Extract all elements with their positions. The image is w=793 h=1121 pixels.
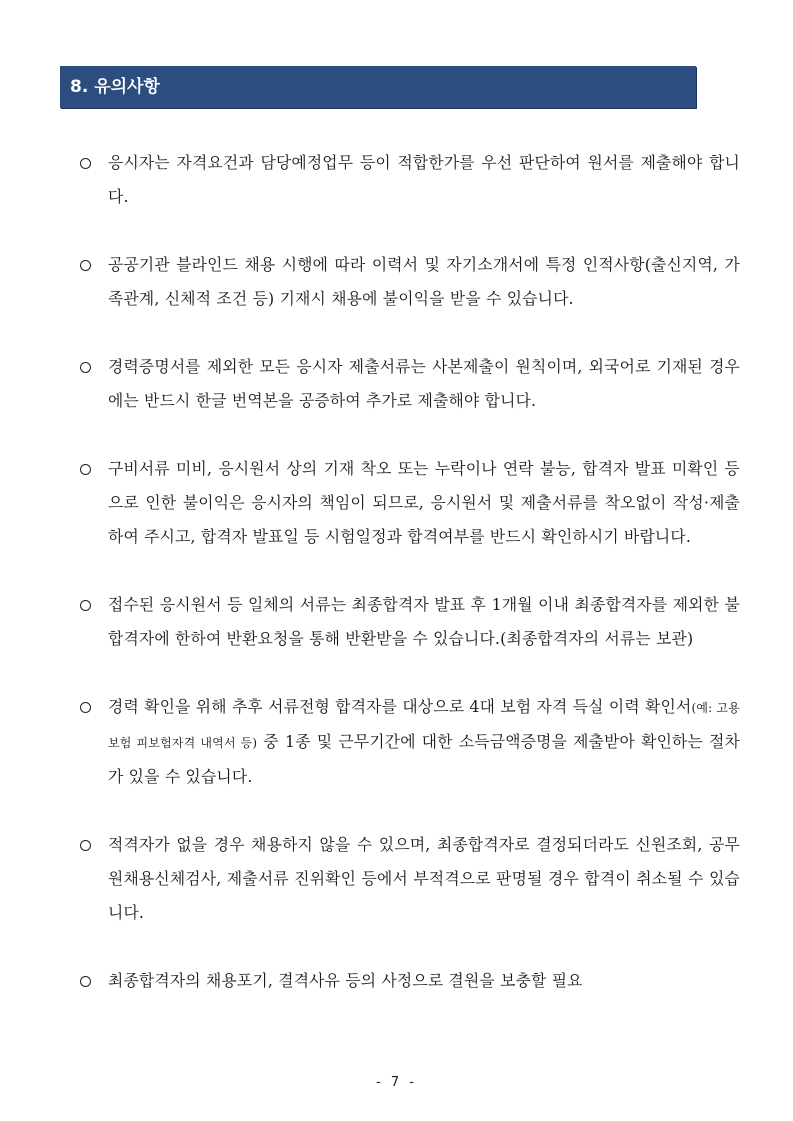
circle-bullet-icon bbox=[80, 158, 91, 169]
item-text bbox=[108, 690, 740, 794]
list-item bbox=[78, 828, 740, 930]
list-item bbox=[78, 964, 740, 998]
circle-bullet-icon bbox=[80, 600, 91, 611]
page-number: - 7 - bbox=[376, 1075, 417, 1090]
circle-bullet-icon bbox=[80, 976, 91, 987]
circle-bullet-icon bbox=[80, 362, 91, 373]
item-text-example: (예: 고용보험 피보험자격 내역서 등) bbox=[108, 701, 740, 750]
list-item bbox=[78, 690, 740, 794]
item-text: 적격자가 없을 경우 채용하지 않을 수 있으며, 최종합격자로 결정되더라도 신원조회, 공무원채용신체검사, 제출서류 진위확인 등에서 부적격으로 판명될 경우 합격이 취소될 수 있습니다. bbox=[108, 835, 740, 922]
list-item bbox=[78, 350, 740, 418]
list-item bbox=[78, 146, 740, 214]
item-text: 공공기관 블라인드 채용 시행에 따라 이력서 및 자기소개서에 특정 인적사항(출신지역, 가족관계, 신체적 조건 등) 기재시 채용에 불이익을 받을 수 있습니다. bbox=[108, 255, 740, 308]
section-title: 8. 유의사항 bbox=[60, 66, 696, 108]
item-text: 응시자는 자격요건과 담당예정업무 등이 적합한가를 우선 판단하여 원서를 제출해야 합니다. bbox=[108, 153, 740, 206]
item-text: 구비서류 미비, 응시원서 상의 기재 착오 또는 누락이나 연락 불능, 합격자 발표 미확인 등으로 인한 불이익은 응시자의 책임이 되므로, 응시원서 및 제출서류를 착오없이 작성·제출하여 주시고, 합격자 발표일 등 시험일정과 합격여부를 반드시 확인하시기 바랍니다. bbox=[108, 459, 740, 546]
circle-bullet-icon bbox=[80, 702, 91, 713]
list-item bbox=[78, 588, 740, 656]
item-text-after: 중 1종 및 근무기간에 대한 소득금액증명을 제출받아 확인하는 절차가 있을 수 있습니다. bbox=[108, 732, 740, 786]
notice-list bbox=[78, 146, 740, 1032]
item-text-before: 경력 확인을 위해 추후 서류전형 합격자를 대상으로 4대 보험 자격 득실 이력 확인서 bbox=[108, 697, 692, 716]
item-text: 접수된 응시원서 등 일체의 서류는 최종합격자 발표 후 1개월 이내 최종합격자를 제외한 불합격자에 한하여 반환요청을 통해 반환받을 수 있습니다.(최종합격자의 서류는 보관) bbox=[108, 595, 740, 648]
list-item bbox=[78, 452, 740, 554]
item-text: 경력증명서를 제외한 모든 응시자 제출서류는 사본제출이 원칙이며, 외국어로 기재된 경우에는 반드시 한글 번역본을 공증하여 추가로 제출해야 합니다. bbox=[108, 357, 740, 410]
circle-bullet-icon bbox=[80, 840, 91, 851]
circle-bullet-icon bbox=[80, 260, 91, 271]
circle-bullet-icon bbox=[80, 464, 91, 475]
list-item bbox=[78, 248, 740, 316]
item-text: 최종합격자의 채용포기, 결격사유 등의 사정으로 결원을 보충할 필요 bbox=[108, 971, 583, 990]
